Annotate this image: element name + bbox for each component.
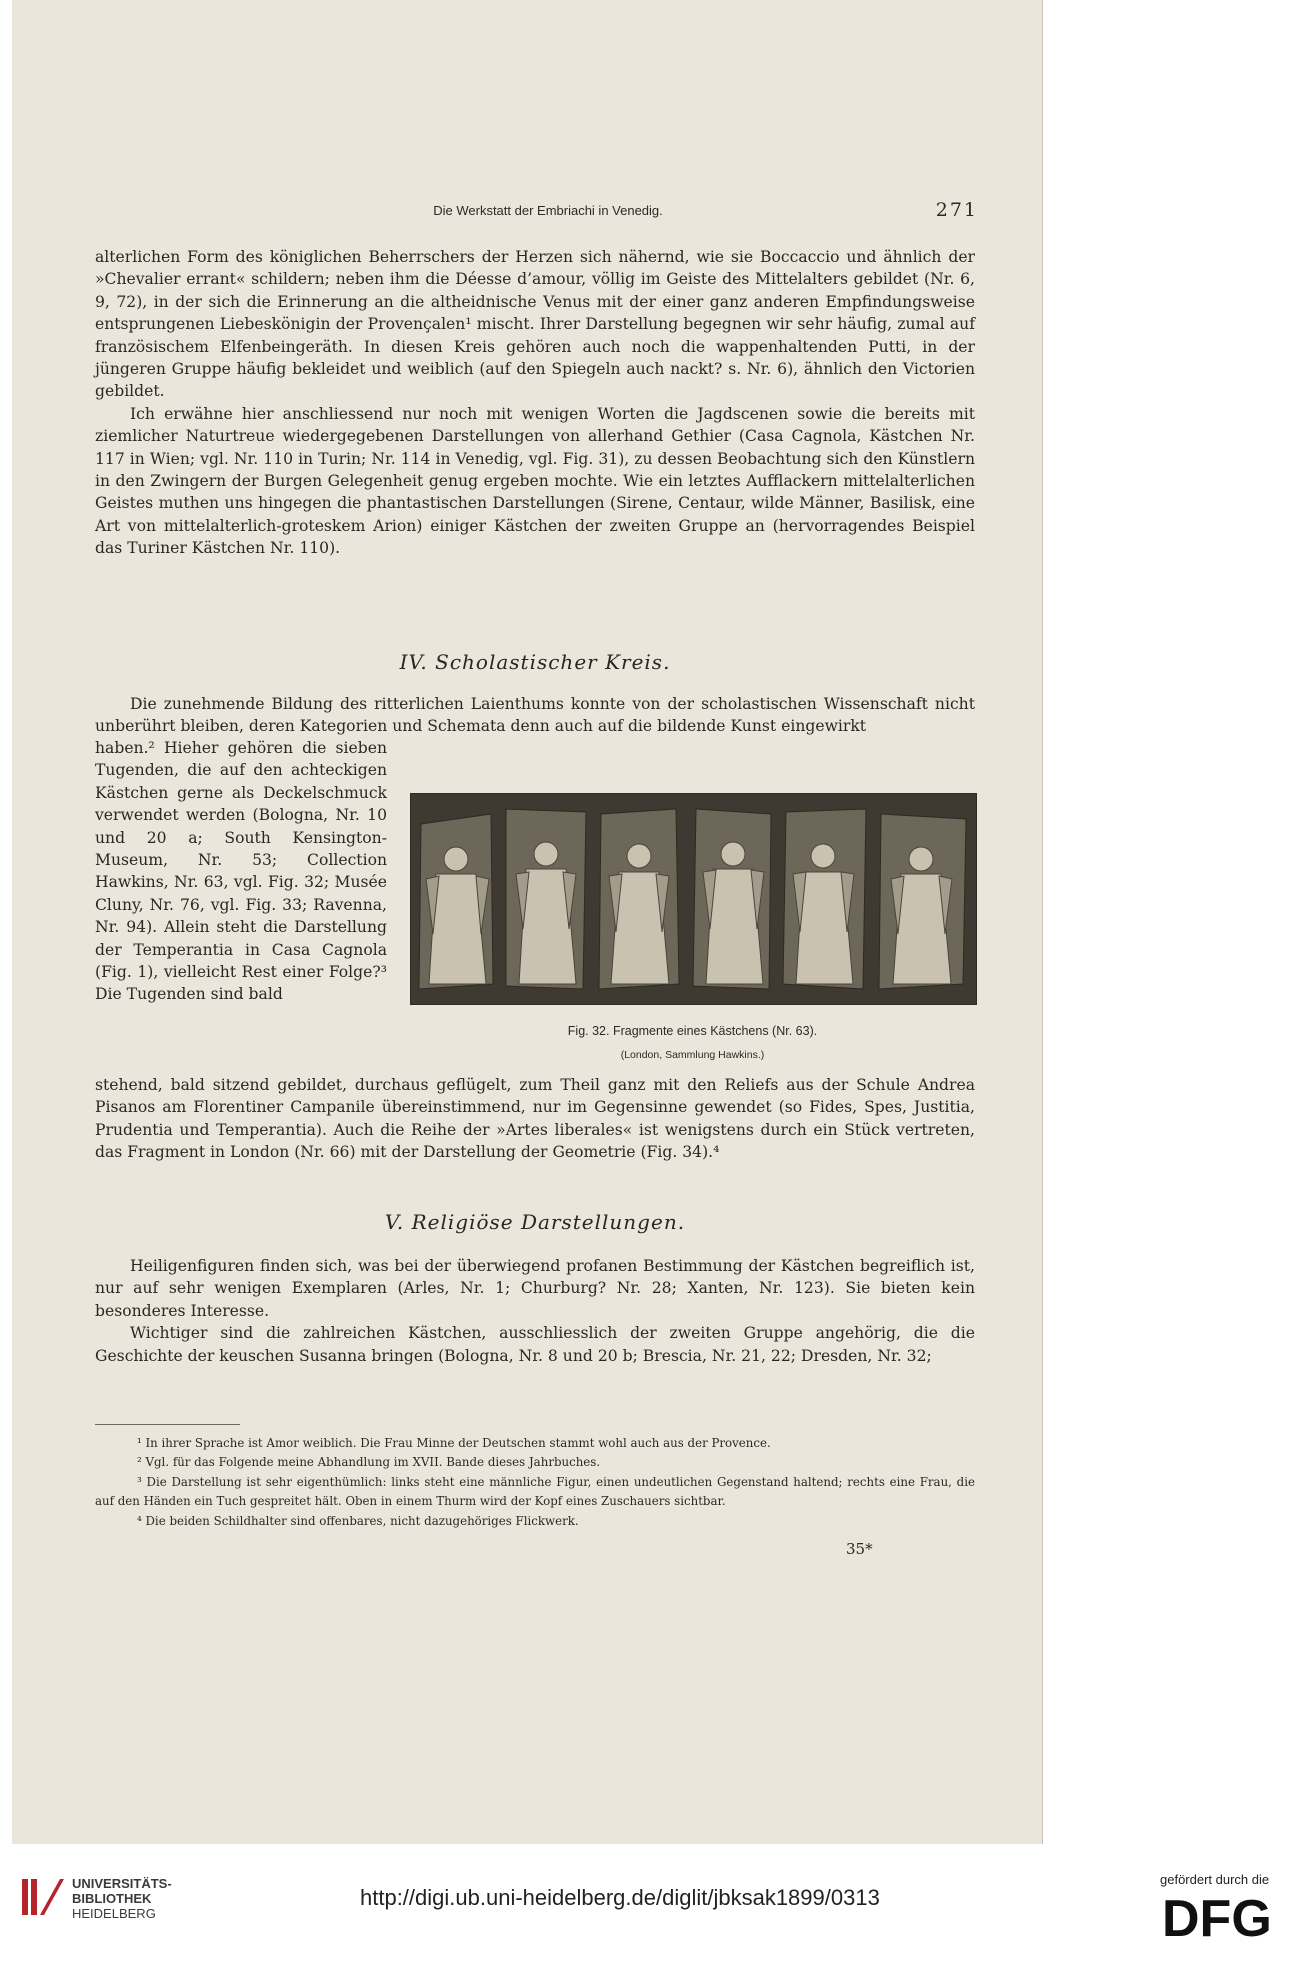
- paragraph-1: alterlichen Form des königlichen Beherrschers der Herzen sich nähernd, wie sie Boccaccio und ähnlich der »Chevalier errant« schildern; neben ihm die Déesse d’amour, völlig im Geiste des Mittelalters gebildet (Nr. 6, 9, 72), in der sich die Erinnerung an die altheidnische Venus mit der einer ganz anderen Empfindungsweise entsprungenen Liebeskönigin der Provençalen¹ mischt. Ihrer Darstellung begegnen wir sehr häufig, zumal auf französischem Elfenbeingeräth. In diesen Kreis gehören auch noch die wappenhaltenden Putti, in der jüngeren Gruppe häufig bekleidet und weiblich (auf den Spiegeln auch nackt? s. Nr. 6), ähnlich den Victorien gebildet.: [95, 248, 975, 401]
- main-text-bottom: [95, 1255, 975, 1367]
- library-logo-icon: [20, 1875, 64, 1923]
- figure-32-relief-image: [410, 793, 977, 1005]
- paragraph-3-float: haben.² Hieher gehören die sieben Tugenden, die auf den achteckigen Kästchen gerne als Deckelschmuck verwendet werden (Bologna, Nr. 10 und 20 a; South Kensington-Museum, Nr. 53; Collection Hawkins, Nr. 63, vgl. Fig. 32; Musée Cluny, Nr. 76, vgl. Fig. 33; Ravenna, Nr. 94). Allein steht die Darstellung der Temperantia in Casa Cagnola (Fig. 1), vielleicht Rest einer Folge?³ Die Tugenden sind bald: [95, 739, 387, 1004]
- main-text-top: [95, 246, 975, 560]
- library-name-line-1: UNIVERSITÄTS-: [72, 1876, 172, 1891]
- footnotes: [95, 1434, 975, 1531]
- running-title: Die Werkstatt der Embriachi in Venedig.: [433, 203, 663, 218]
- page-number: 271: [935, 199, 978, 221]
- library-name-line-2: BIBLIOTHEK: [72, 1891, 152, 1906]
- figure-caption: Fig. 32. Fragmente eines Kästchens (Nr. 63).: [567, 1024, 818, 1038]
- permalink-url[interactable]: http://digi.ub.uni-heidelberg.de/diglit/jbksak1899/0313: [360, 1885, 880, 1910]
- paragraph-3-intro: [95, 693, 975, 738]
- figure-subcaption: (London, Sammlung Hawkins.): [620, 1049, 765, 1061]
- footnote-1: ¹ In ihrer Sprache ist Amor weiblich. Die Frau Minne der Deutschen stammt wohl auch aus der Provence.: [137, 1436, 771, 1450]
- paragraph-2: Ich erwähne hier anschliessend nur noch mit wenigen Worten die Jagdscenen sowie die bereits mit ziemlicher Naturtreue wiedergegebenen Darstellungen von allerhand Gethier (Casa Cagnola, Kästchen Nr. 117 in Wien; vgl. Nr. 110 in Turin; Nr. 114 in Venedig, vgl. Fig. 31), zu dessen Beobachtung sich den Künstlern in den Zwingern der Burgen Gelegenheit genug ergeben mochte. Wie ein letztes Aufflackern mittelalterlichen Geistes muthen uns hingegen die phantastischen Darstellungen (Sirene, Centaur, wilde Männer, Basilisk, eine Art von mittelalterlich-groteskem Arion) einiger Kästchen der zweiten Gruppe an (hervorragendes Beispiel das Turiner Kästchen Nr. 110).: [95, 404, 975, 558]
- section-heading-iv: IV. Scholastischer Kreis.: [399, 650, 671, 674]
- dfg-logo-icon: [1162, 1888, 1292, 1944]
- signature-mark: 35*: [846, 1540, 873, 1558]
- page-header: [118, 199, 978, 225]
- paragraph-5: Wichtiger sind die zahlreichen Kästchen, ausschliesslich der zweiten Gruppe angehörig, die die Geschichte der keuschen Susanna bringen (Bologna, Nr. 8 und 20 b; Brescia, Nr. 21, 22; Dresden, Nr. 32;: [95, 1324, 975, 1365]
- footnote-4: ⁴ Die beiden Schildhalter sind offenbares, nicht dazugehöriges Flickwerk.: [137, 1513, 579, 1528]
- library-name: [72, 1876, 172, 1921]
- footnote-3: ³ Die Darstellung ist sehr eigenthümlich: links steht eine männliche Figur, einen undeutlichen Gegenstand haltend; rechts eine Frau, die auf den Händen ein Tuch gespreitet hält. Oben in einem Thurm wird der Kopf eines Zuschauers sichtbar.: [95, 1474, 975, 1509]
- paragraph-4: Heiligenfiguren finden sich, was bei der überwiegend profanen Bestimmung der Kästchen begreiflich ist, nur auf sehr wenigen Exemplaren (Arles, Nr. 1; Churburg? Nr. 28; Xanten, Nr. 123). Sie bieten kein besonderes Interesse.: [95, 1257, 975, 1320]
- library-name-line-3: HEIDELBERG: [72, 1906, 156, 1921]
- paragraph-3-rest: stehend, bald sitzend gebildet, durchaus geflügelt, zum Theil ganz mit den Reliefs aus der Schule Andrea Pisanos am Florentiner Campanile übereinstimmend, nur im Gegensinne gewendet (so Fides, Spes, Justitia, Prudentia und Temperantia). Auch die Reihe der »Artes liberales« ist wenigstens durch ein Stück vertreten, das Fragment in London (Nr. 66) mit der Darstellung der Geometrie (Fig. 34).⁴: [95, 1076, 975, 1162]
- footnote-rule: [95, 1424, 240, 1425]
- dfg-logo: [1162, 1888, 1292, 1948]
- footnote-2: ² Vgl. für das Folgende meine Abhandlung im XVII. Bande dieses Jahrbuches.: [137, 1455, 601, 1470]
- dfg-logo-text: DFG: [1162, 1890, 1272, 1944]
- funded-by-text: gefördert durch die: [1160, 1872, 1270, 1887]
- paragraph-3-continued: [95, 1074, 975, 1164]
- virtues-relief-illustration: [411, 794, 976, 1004]
- paragraph-3: Die zunehmende Bildung des ritterlichen Laienthums konnte von der scholastischen Wissenschaft nicht unberührt bleiben, deren Kategorien und Schemata denn auch auf die bildende Kunst eingewirkt: [95, 695, 975, 736]
- section-heading-v: V. Religiöse Darstellungen.: [384, 1210, 686, 1234]
